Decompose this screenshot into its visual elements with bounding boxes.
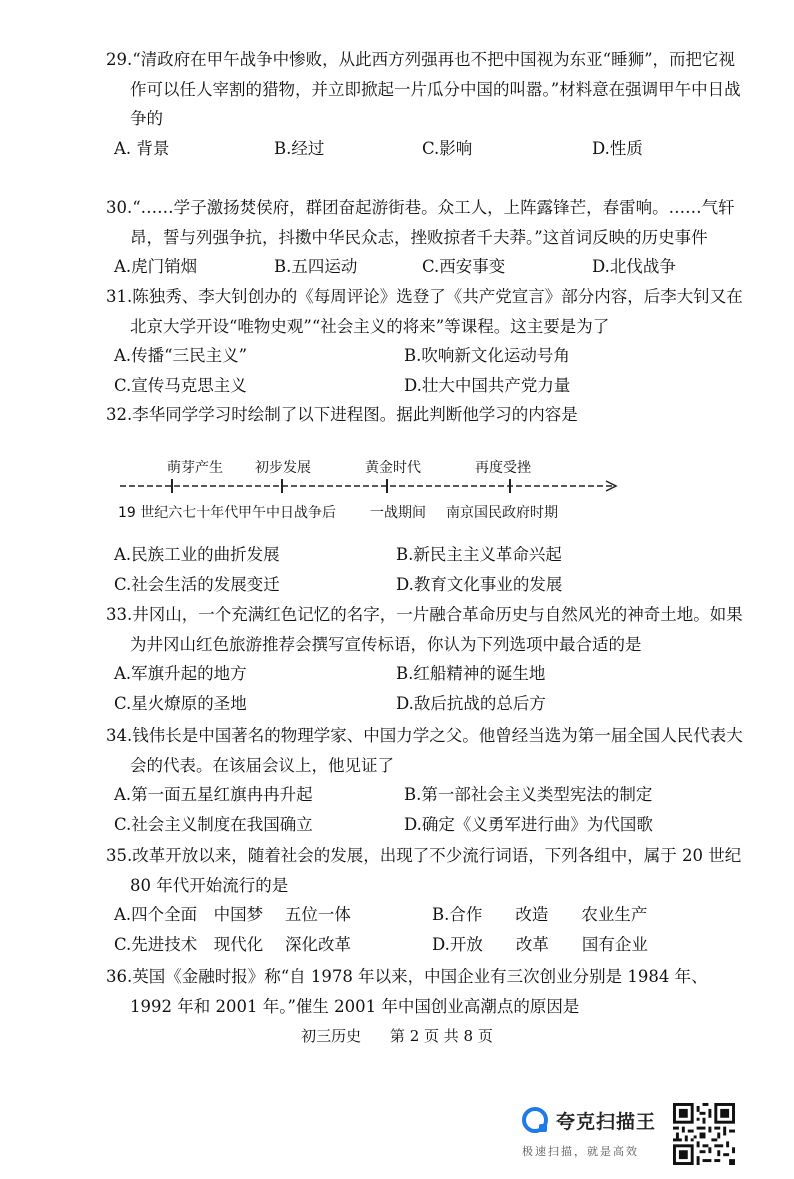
- options-row: [106, 540, 746, 570]
- question-stem: 李华同学学习时绘制了以下进程图。据此判断他学习的内容是: [132, 405, 578, 424]
- option-a[interactable]: A.四个全面 中国梦 五位一体: [114, 905, 351, 924]
- option-d[interactable]: D.壮大中国共产党力量: [404, 376, 571, 395]
- option-a[interactable]: A. 背景: [114, 138, 170, 158]
- options-row: [106, 371, 746, 401]
- footer-page-number: 第 2 页 共 8 页: [389, 1027, 493, 1045]
- option-d[interactable]: D.教育文化事业的发展: [396, 575, 563, 594]
- question-stem: 英国《金融时报》称“自 1978 年以来，中国企业有三次创业分别是 1984 年、1992 年和 2001 年。”催生 2001 年中国创业高潮点的原因是: [130, 967, 708, 1016]
- option-d[interactable]: D.性质: [592, 138, 643, 158]
- question-stem: 改革开放以来，随着社会的发展，出现了不少流行词语，下列各组中，属于 20 世纪 80 年代开始流行的是: [130, 846, 742, 895]
- timeline-stage: 黄金时代: [365, 460, 421, 476]
- question-stem: “……学子激扬焚侯府，群团奋起游街巷。众工人，上阵露锋芒，春雷响。……气轩昂，誓与列强争抗，抖擞中华民众志，挫败掠者千夫莽。”这首词反映的历史事件: [130, 198, 735, 247]
- option-c[interactable]: C.宣传马克思主义: [114, 376, 247, 395]
- question-stem: 井冈山，一个充满红色记忆的名字，一片融合革命历史与自然风光的神奇土地。如果为井冈山红色旅游推荐会撰写宣传标语，你认为下列选项中最合适的是: [130, 605, 743, 654]
- option-a[interactable]: A.传播“三民主义”: [114, 346, 248, 365]
- question-number: 29.: [106, 50, 133, 69]
- timeline-period: 南京国民政府时期: [446, 505, 558, 521]
- timeline-diagram: [112, 452, 632, 532]
- option-c[interactable]: C.星火燎原的圣地: [114, 694, 247, 713]
- question-stem: 钱伟长是中国著名的物理学家、中国力学之父。他曾经当选为第一届全国人民代表大会的代表。在该届会议上，他见证了: [130, 726, 743, 775]
- option-d[interactable]: D.北伐战争: [592, 257, 676, 276]
- options-row: [106, 900, 746, 930]
- question-number: 36.: [106, 967, 133, 986]
- question-31: [106, 282, 746, 401]
- option-c[interactable]: C.先进技术 现代化 深化改革: [114, 935, 352, 954]
- options-row: [106, 810, 746, 840]
- question-35: [106, 841, 746, 960]
- options-row: [106, 780, 746, 810]
- option-a[interactable]: A.军旗升起的地方: [114, 664, 247, 683]
- option-b[interactable]: B.合作 改造 农业生产: [432, 905, 648, 924]
- scanner-slogan: 极速扫描，就是高效: [522, 1145, 639, 1158]
- option-a[interactable]: A.虎门销烟: [114, 257, 198, 276]
- option-c[interactable]: C.社会生活的发展变迁: [114, 575, 280, 594]
- options-row: [106, 689, 746, 719]
- option-b[interactable]: B.吹响新文化运动号角: [404, 346, 570, 365]
- question-33: [106, 600, 746, 719]
- question-number: 31.: [106, 287, 133, 306]
- question-36: [106, 962, 746, 1021]
- option-b[interactable]: B.红船精神的诞生地: [396, 664, 546, 683]
- option-c[interactable]: C.西安事变: [422, 257, 506, 276]
- question-number: 30.: [106, 198, 133, 217]
- timeline-stage: 再度受挫: [475, 460, 531, 476]
- options-row: [106, 930, 746, 960]
- question-stem: 陈独秀、李大钊创办的《每周评论》选登了《共产党宣言》部分内容，后李大钊又在北京大学开设“唯物史观”“社会主义的将来”等课程。这主要是为了: [130, 287, 743, 336]
- timeline-period: 甲午中日战争后: [238, 505, 336, 521]
- option-c[interactable]: C.影响: [422, 138, 473, 158]
- question-number: 33.: [106, 605, 133, 624]
- timeline-period: 19 世纪六七十年代: [118, 505, 239, 521]
- option-b[interactable]: B.第一部社会主义类型宪法的制定: [404, 785, 653, 804]
- timeline-stage: 萌芽产生: [167, 460, 223, 476]
- options-row: [106, 341, 746, 371]
- scanner-watermark: [522, 1105, 672, 1165]
- question-29: [106, 45, 746, 164]
- question-number: 35.: [106, 846, 133, 865]
- question-32: [106, 400, 746, 430]
- options-row: [106, 134, 746, 164]
- timeline-period: 一战期间: [370, 505, 426, 521]
- option-a[interactable]: A.第一面五星红旗冉冉升起: [114, 785, 313, 804]
- options-row: [106, 252, 746, 282]
- footer-subject: 初三历史: [301, 1027, 362, 1045]
- qr-code-icon: [673, 1103, 735, 1165]
- option-c[interactable]: C.社会主义制度在我国确立: [114, 815, 313, 834]
- options-row: [106, 659, 746, 689]
- question-number: 32.: [106, 405, 133, 424]
- question-number: 34.: [106, 726, 133, 745]
- option-d[interactable]: D.确定《义勇军进行曲》为代国歌: [404, 815, 653, 834]
- options-row: [106, 570, 746, 600]
- option-d[interactable]: D.敌后抗战的总后方: [396, 694, 546, 713]
- option-a[interactable]: A.民族工业的曲折发展: [114, 545, 280, 564]
- question-34: [106, 721, 746, 840]
- option-d[interactable]: D.开放 改革 国有企业: [432, 935, 648, 954]
- page-footer: [0, 1025, 794, 1046]
- scanner-brand-name: 夸克扫描王: [556, 1111, 657, 1133]
- option-b[interactable]: B.经过: [274, 138, 325, 158]
- question-30: [106, 193, 746, 282]
- option-b[interactable]: B.五四运动: [274, 257, 358, 276]
- option-b[interactable]: B.新民主主义革命兴起: [396, 545, 562, 564]
- scanner-logo-icon: [522, 1107, 548, 1133]
- question-stem: “清政府在甲午战争中惨败，从此西方列强再也不把中国视为东亚“睡狮”，而把它视作可以任人宰割的猎物，并立即掀起一片瓜分中国的叫嚣。”材料意在强调甲午中日战争的: [130, 50, 741, 128]
- question-32-options: [106, 540, 746, 600]
- timeline-stage: 初步发展: [255, 460, 311, 476]
